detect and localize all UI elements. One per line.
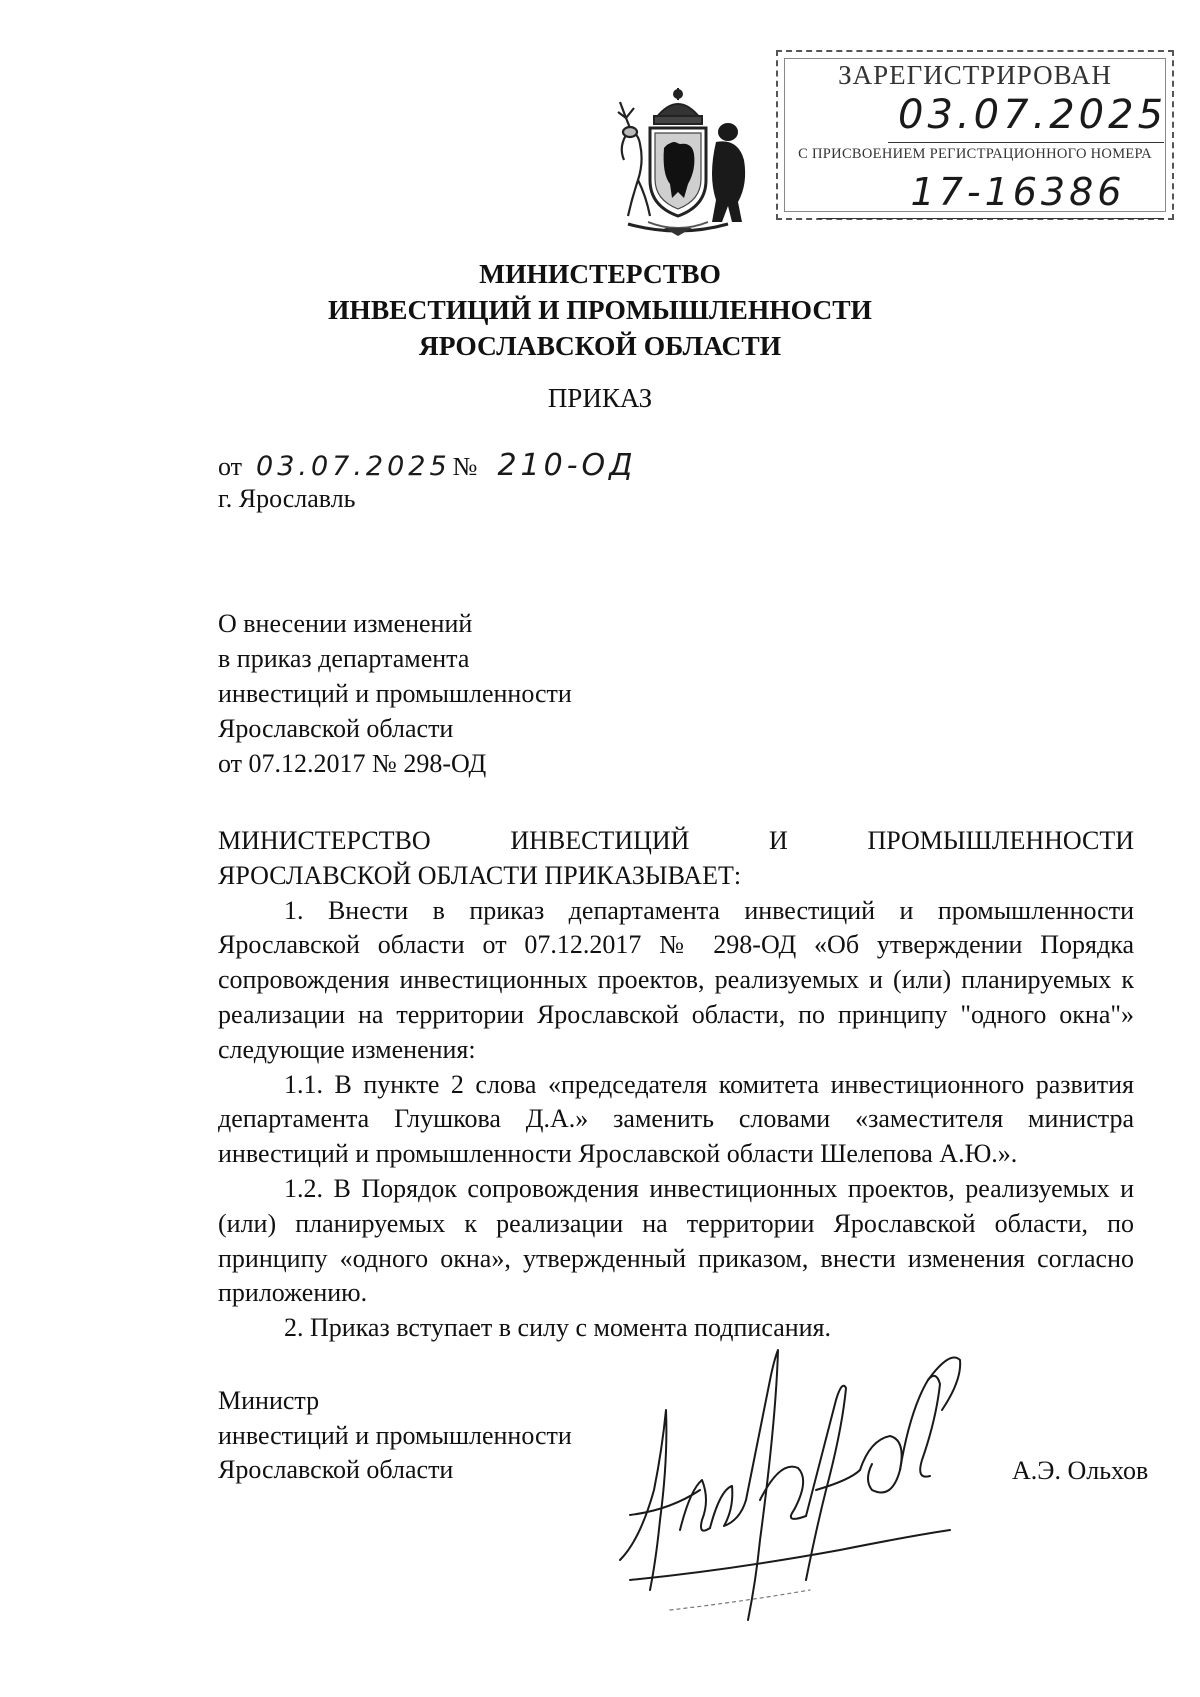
subject-line: от 07.12.2017 № 298-ОД <box>218 749 487 778</box>
stamp-number: 17-16386 <box>910 170 1126 214</box>
document-type: ПРИКАЗ <box>547 383 653 413</box>
signer-title-line-3: Ярославской области <box>218 1455 454 1484</box>
registration-stamp <box>776 50 1174 220</box>
order-date-number <box>218 448 637 483</box>
org-line-3: ЯРОСЛАВСКОЙ ОБЛАСТИ <box>418 330 782 361</box>
paragraph-1-1: 1.1. В пункте 2 слова «председателя комитета инвестиционного развития департамента Глушкова Д.А.» заменить словами «заместителя министра инвестиций и промышленности Ярославской области Шелепова А.Ю.». <box>218 1069 1134 1169</box>
stamp-title: ЗАРЕГИСТРИРОВАН <box>838 60 1112 90</box>
paragraph-1: 1. Внести в приказ департамента инвестиций и промышленности Ярославской области от 07.12.2017 № 298-ОД «Об утверждении Порядка сопровождения инвестиционных проектов, реализуемых и (или) планируемых к реализации на территории Ярославской области, по принципу "одного окна"» следующие изменения: <box>218 895 1134 1064</box>
subject-line: в приказ департамента <box>218 644 470 673</box>
subject-line: Ярославской области <box>218 714 454 743</box>
document-subject <box>218 606 572 781</box>
stamp-date-underline <box>888 142 1164 143</box>
stamp-date: 03.07.2025 <box>898 92 1168 138</box>
order-date: 03.07.2025 <box>256 451 451 482</box>
subject-line: О внесении изменений <box>218 609 473 638</box>
signer-title <box>218 1384 572 1488</box>
coat-of-arms-icon <box>598 88 758 238</box>
preamble-line-2: ЯРОСЛАВСКОЙ ОБЛАСТИ ПРИКАЗЫВАЕТ: <box>218 860 742 890</box>
signer-title-line-2: инвестиций и промышленности <box>218 1420 572 1450</box>
subject-line: инвестиций и промышленности <box>218 679 572 708</box>
number-label: № <box>452 452 478 481</box>
paragraph-2: 2. Приказ вступает в силу с момента подписания. <box>284 1313 832 1343</box>
signer-title-line-1: Министр <box>218 1386 320 1415</box>
org-line-1: МИНИСТЕРСТВО <box>479 258 721 289</box>
document-body <box>218 824 1134 1346</box>
paragraph-1-2: 1.2. В Порядок сопровождения инвестиционных проектов, реализуемых и (или) планируемых к реализации на территории Ярославской области, по принципу «одного окна», утвержденный приказом, внести изменения согласно приложению. <box>218 1173 1134 1308</box>
preamble-line-1: МИНИСТЕРСТВО ИНВЕСТИЦИЙ И ПРОМЫШЛЕННОСТИ <box>218 826 1134 855</box>
handwritten-signature-icon <box>610 1340 1030 1630</box>
stamp-number-underline <box>818 218 1164 219</box>
signer-name: А.Э. Ольхов <box>1012 1456 1149 1485</box>
order-number: 210-ОД <box>497 448 637 483</box>
stamp-caption: С ПРИСВОЕНИЕМ РЕГИСТРАЦИОННОГО НОМЕРА <box>798 146 1152 162</box>
city: г. Ярославль <box>218 484 356 513</box>
organization-name <box>0 256 1200 364</box>
from-label: от <box>218 452 243 481</box>
org-line-2: ИНВЕСТИЦИЙ И ПРОМЫШЛЕННОСТИ <box>328 294 872 325</box>
